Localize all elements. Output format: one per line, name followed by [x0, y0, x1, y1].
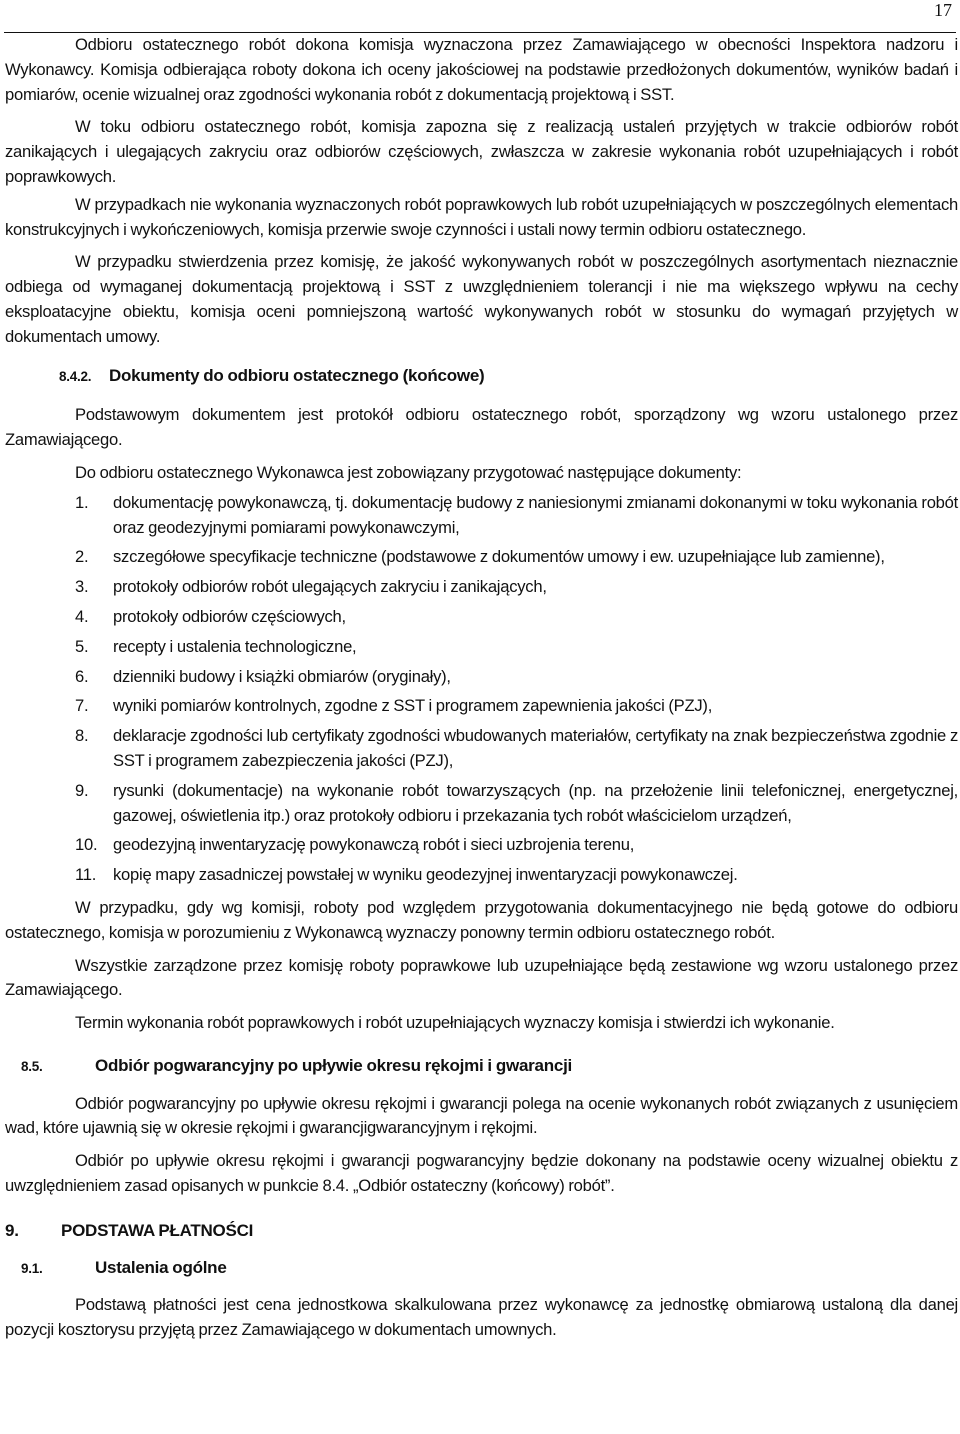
list-item	[5, 779, 958, 829]
paragraph-post-warranty-2: Odbiór po upływie okresu rękojmi i gwarancji pogwarancyjny będzie dokonany na podstawie oceny wizualnej obiektu z uwzględnieniem zasad opisanych w punkcie 8.4. „Odbiór ostateczny (końcowy) robót”.	[5, 1151, 958, 1196]
paragraph-corrections-list: Wszystkie zarządzone przez komisję roboty poprawkowe lub uzupełniające będą zestawione wg wzoru ustalonego przez Zamawiającego.	[5, 955, 958, 1000]
paragraph-quality-deviation: W przypadku stwierdzenia przez komisję, że jakość wykonywanych robót w poszczególnych asortymentach nieznacznie odbiega od wymaganej dokumentacją projektową i SST z uwzględnieniem tolerancji i nie ma większego wpływu na cechy eksploatacyjne obiektu, komisja oceni pomniejszoną wartość wykonywanych robót w stosunku do wymagań przyjętych w dokumentach umowy.	[5, 252, 958, 346]
section-title: PODSTAWA PŁATNOŚCI	[61, 1220, 254, 1240]
list-item-number: 7.	[75, 696, 89, 716]
list-item-number: 8.	[75, 726, 89, 746]
list-item-number: 3.	[75, 577, 89, 597]
section-number: 9.1.	[21, 1260, 43, 1276]
list-item-text: wyniki pomiarów kontrolnych, zgodne z SST i programem zapewnienia jakości (PZJ),	[113, 696, 713, 716]
paragraph-payment-basis: Podstawą płatności jest cena jednostkowa skalkulowana przez wykonawcę za jednostkę obmiarową ustaloną dla danej pozycji kosztorysu przyjętą przez Zamawiającego w dokumentach umownych.	[5, 1295, 958, 1340]
list-item-text: rysunki (dokumentacje) na wykonanie robót towarzyszących (np. na przełożenie linii telefonicznej, energetycznej, gazowej, oświetlenia itp.) oraz protokoły odbioru i przekazania tych robót właścicielom urządzeń,	[113, 780, 958, 825]
list-item	[5, 863, 958, 888]
list-item	[5, 724, 958, 774]
list-item-text: protokoły odbiorów robót ulegających zakryciu i zanikających,	[113, 577, 547, 597]
list-item	[5, 575, 958, 600]
section-heading-8-4-2	[5, 364, 958, 390]
section-title: Odbiór pogwarancyjny po upływie okresu rękojmi i gwarancji	[95, 1055, 573, 1075]
list-item	[5, 635, 958, 660]
paragraph-post-warranty-1: Odbiór pogwarancyjny po upływie okresu rękojmi i gwarancji polega na ocenie wykonanych robót związanych z usunięciem wad, które ujawnią się w okresie rękojmi i gwarancjigwarancyjnym i rękojmi.	[5, 1093, 958, 1138]
list-item-text: geodezyjną inwentaryzację powykonawczą robót i sieci uzbrojenia terenu,	[113, 835, 635, 855]
section-heading-9	[5, 1219, 958, 1244]
document-body	[5, 33, 958, 1343]
paragraph-unfinished-corrections: W przypadkach nie wykonania wyznaczonych robót poprawkowych lub robót uzupełniających w poszczególnych elementach konstrukcyjnych i wykończeniowych, komisja przerwie swoje czynności i ustali nowy termin odbioru ostatecznego.	[5, 194, 958, 239]
list-item-number: 1.	[75, 492, 89, 512]
list-item-number: 6.	[75, 666, 89, 686]
list-item	[5, 491, 958, 541]
list-item-text: recepty i ustalenia technologiczne,	[113, 636, 357, 656]
documents-list	[5, 491, 958, 888]
paragraph-final-acceptance-review: W toku odbioru ostatecznego robót, komisja zapozna się z realizacją ustaleń przyjętych w trakcie odbiorów robót zanikających i ulegających zakryciu oraz odbiorów częściowych, zwłaszcza w zakresie wykonania robót uzupełniających i robót poprawkowych.	[5, 117, 958, 186]
list-item	[5, 545, 958, 570]
list-item-number: 2.	[75, 547, 89, 567]
paragraph-corrections-deadline: Termin wykonania robót poprawkowych i robót uzupełniających wyznaczy komisja i stwierdzi ich wykonanie.	[75, 1013, 835, 1033]
list-item-number: 4.	[75, 606, 89, 626]
list-item-text: protokoły odbiorów częściowych,	[113, 606, 346, 626]
list-item-number: 10.	[75, 835, 98, 855]
list-item-number: 5.	[75, 636, 89, 656]
page-number: 17	[934, 0, 952, 20]
list-item	[5, 665, 958, 690]
list-item-text: kopię mapy zasadniczej powstałej w wyniku geodezyjnej inwentaryzacji powykonawczej.	[113, 865, 738, 885]
section-number: 8.5.	[21, 1058, 43, 1074]
section-number: 8.4.2.	[59, 368, 92, 384]
section-title: Ustalenia ogólne	[95, 1257, 227, 1277]
paragraph-not-ready: W przypadku, gdy wg komisji, roboty pod względem przygotowania dokumentacyjnego nie będą gotowe do odbioru ostatecznego, komisja w porozumieniu z Wykonawcą wyznaczy ponowny termin odbioru ostatecznego robót.	[5, 897, 958, 942]
section-title: Dokumenty do odbioru ostatecznego (końcowe)	[109, 365, 485, 385]
paragraph-final-acceptance-committee: Odbioru ostatecznego robót dokona komisja wyznaczona przez Zamawiającego w obecności Inspektora nadzoru i Wykonawcy. Komisja odbierająca roboty dokona ich oceny jakościowej na podstawie przedłożonych dokumentów, wyników badań i pomiarów, ocenie wizualnej oraz zgodności wykonania robót z dokumentacją projektową i SST.	[5, 35, 958, 104]
section-heading-8-5	[5, 1054, 958, 1080]
list-item-text: dzienniki budowy i książki obmiarów (oryginały),	[113, 666, 451, 686]
list-item	[5, 694, 958, 719]
list-item-text: deklaracje zgodności lub certyfikaty zgodności wbudowanych materiałów, certyfikaty na znak bezpieczeństwa zgodnie z SST i programem zabezpieczenia jakości (PZJ),	[113, 726, 958, 770]
paragraph-documents-lead: Do odbioru ostatecznego Wykonawca jest zobowiązany przygotować następujące dokumenty:	[75, 462, 742, 482]
section-number: 9.	[5, 1220, 19, 1240]
list-item-text: szczegółowe specyfikacje techniczne (podstawowe z dokumentów umowy i ew. uzupełniające lub zamienne),	[113, 547, 885, 567]
list-item	[5, 833, 958, 858]
list-item-number: 11.	[75, 865, 97, 885]
list-item-number: 9.	[75, 780, 89, 800]
list-item-text: dokumentację powykonawczą, tj. dokumentację budowy z naniesionymi zmianami dokonanymi w toku wykonania robót oraz geodezyjnymi pomiarami powykonawczymi,	[113, 492, 958, 537]
section-heading-9-1	[5, 1256, 958, 1282]
list-item	[5, 605, 958, 630]
paragraph-basic-document: Podstawowym dokumentem jest protokół odbioru ostatecznego robót, sporządzony wg wzoru ustalonego przez Zamawiającego.	[5, 405, 958, 450]
